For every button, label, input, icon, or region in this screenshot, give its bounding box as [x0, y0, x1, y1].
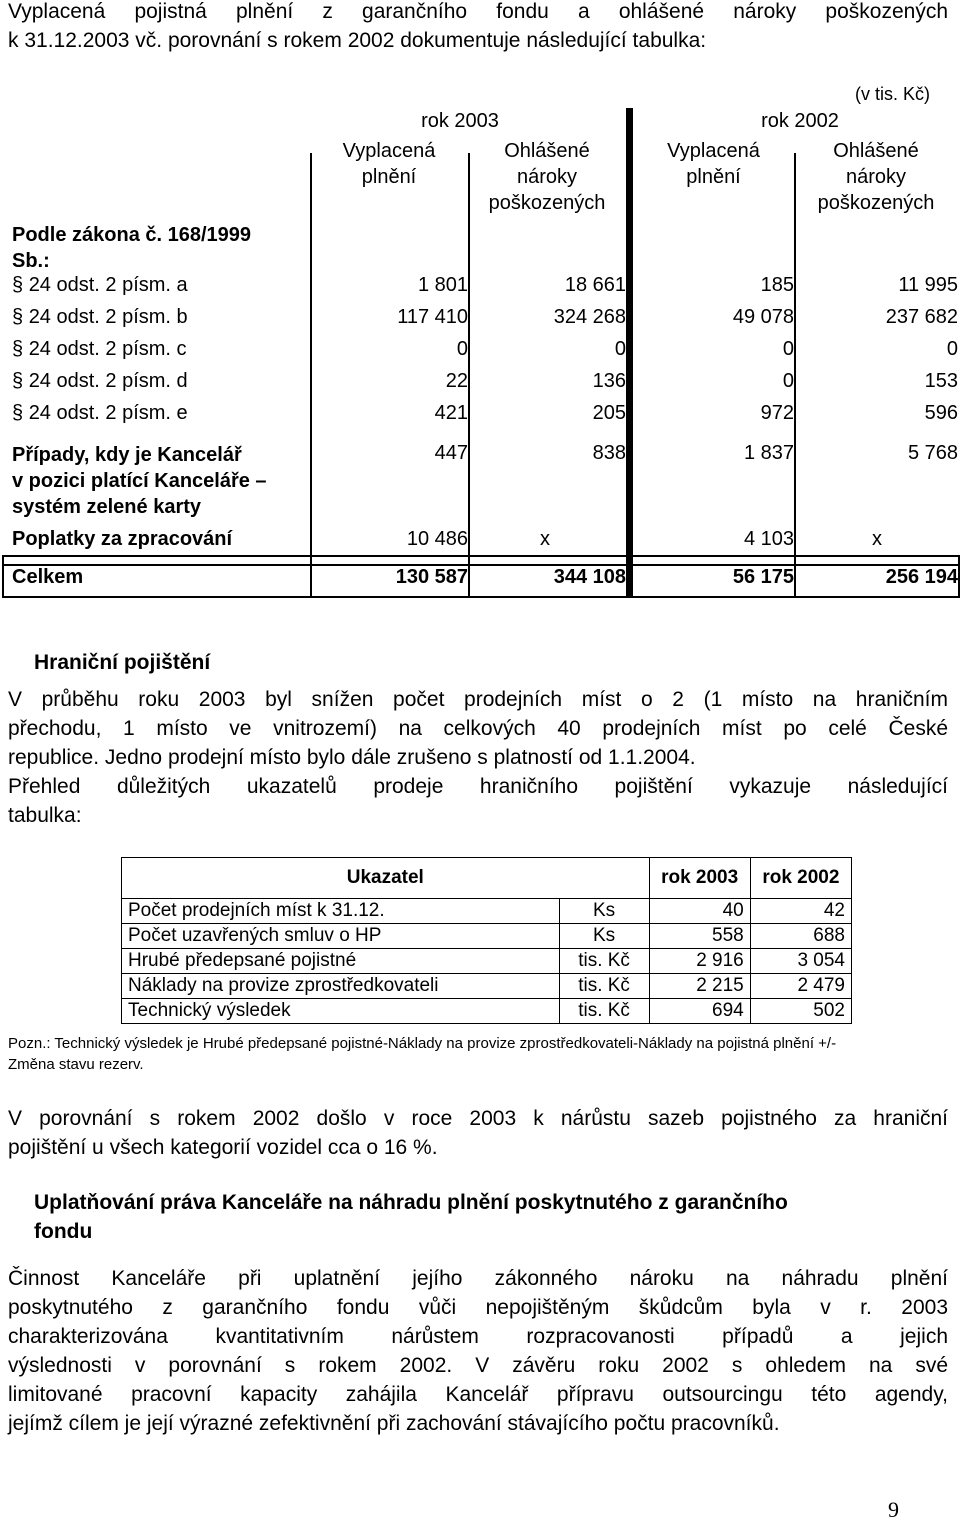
- hline-fees-top: [2, 555, 960, 557]
- fees-c2002: x: [872, 528, 882, 550]
- total-label: Celkem: [12, 566, 84, 588]
- border-line-3: republice. Jedno prodejní místo bylo dále zrušeno s platností od 1.1.2004.: [8, 746, 696, 769]
- table-row: [122, 949, 852, 974]
- paid-2002-header: Vyplacená plnění: [667, 140, 760, 188]
- border-insurance-heading: Hraniční pojištění: [34, 651, 211, 674]
- border-line-5: tabulka:: [8, 804, 82, 827]
- section-sign-icon: §: [12, 338, 29, 360]
- intro-paragraph: [8, 0, 948, 55]
- cases-c2003: 838: [592, 442, 626, 464]
- cases-c2002: 5 768: [907, 442, 958, 464]
- cell-unit: tis. Kč: [559, 949, 649, 974]
- law-row-v2002: 0: [782, 370, 794, 392]
- comparison-line-1: V porovnání s rokem 2002 došlo v roce 2003 k nárůstu sazeb pojistného za hraniční: [8, 1107, 948, 1130]
- recourse-line-2: poskytnutého z garančního fondu vůči nepojištěným škůdcům byla v r. 2003: [8, 1296, 948, 1319]
- comparison-line-2: pojištění u všech kategorií vozidel cca o 16 %.: [8, 1136, 438, 1159]
- cell-y2003: 2 916: [649, 949, 750, 974]
- cell-name: Náklady na provize zprostředkovateli: [122, 974, 560, 999]
- law-row-c2002: 0: [946, 338, 958, 360]
- law-row-c2003: 0: [614, 338, 626, 360]
- claims-2003-header: Ohlášené nároky poškozených: [488, 140, 606, 214]
- table-note: [8, 1033, 953, 1075]
- cell-y2003: 694: [649, 999, 750, 1024]
- vline-left: [2, 555, 4, 598]
- comparison-paragraph: [8, 1104, 948, 1162]
- table-row: [122, 924, 852, 949]
- recourse-line-4: výslednosti v porovnání s rokem 2002. V závěru roku 2002 s ohledem na své: [8, 1354, 948, 1377]
- section-sign-icon: §: [12, 370, 29, 392]
- guarantee-fund-table: [10, 84, 960, 598]
- table-row: [122, 899, 852, 924]
- cell-unit: Ks: [559, 899, 649, 924]
- total-c2003: 344 108: [553, 566, 626, 588]
- border-insurance-table: [121, 857, 852, 1024]
- cell-y2002: 42: [750, 899, 851, 924]
- cell-y2003: 2 215: [649, 974, 750, 999]
- cell-y2002: 688: [750, 924, 851, 949]
- border-line-4: Přehled důležitých ukazatelů prodeje hraničního pojištění vykazuje následující: [8, 775, 948, 798]
- table-row: [122, 999, 852, 1024]
- law-row-c2002: 11 995: [898, 274, 958, 296]
- intro-line-1: Vyplacená pojistná plnění z garančního fondu a ohlášené nároky poškozených: [8, 0, 948, 23]
- vline-right: [958, 555, 960, 598]
- cell-y2003: 40: [649, 899, 750, 924]
- intro-line-2: k 31.12.2003 vč. porovnání s rokem 2002 dokumentuje následující tabulka:: [8, 29, 707, 52]
- law-row-c2003: 18 661: [564, 274, 626, 296]
- law-row-v2002: 49 078: [732, 306, 794, 328]
- cell-name: Technický výsledek: [122, 999, 560, 1024]
- total-c2002: 256 194: [885, 566, 958, 588]
- header-indicator: Ukazatel: [122, 858, 650, 899]
- section-label: Podle zákona č. 168/1999 Sb.:: [12, 224, 252, 272]
- law-row-label: § 24 odst. 2 písm. a: [12, 274, 188, 296]
- law-row-label: § 24 odst. 2 písm. e: [12, 402, 188, 424]
- law-row-v2002: 972: [760, 402, 794, 424]
- section-sign-icon: §: [12, 274, 29, 296]
- cell-y2002: 2 479: [750, 974, 851, 999]
- border-line-2: přechodu, 1 místo ve vnitrozemí) na celkových 40 prodejních míst po celé České: [8, 717, 948, 740]
- law-row-v2003: 117 410: [397, 306, 468, 328]
- recourse-line-3: charakterizována kvantitativním nárůstem rozpracovanosti případů a jejich: [8, 1325, 948, 1348]
- border-paragraph: [8, 685, 948, 830]
- hline-total-bottom: [2, 596, 960, 598]
- year-2002-header: rok 2002: [761, 110, 839, 132]
- law-row-c2003: 136: [592, 370, 626, 392]
- year-divider: [626, 108, 633, 597]
- cell-unit: tis. Kč: [559, 999, 649, 1024]
- law-row-label: § 24 odst. 2 písm. c: [12, 338, 187, 360]
- border-line-1: V průběhu roku 2003 byl snížen počet prodejních míst o 2 (1 místo na hraničním: [8, 688, 948, 711]
- law-row-v2003: 421: [434, 402, 468, 424]
- cell-y2002: 3 054: [750, 949, 851, 974]
- recourse-heading: Uplatňování práva Kanceláře na náhradu plnění poskytnutého z garančního fondu: [34, 1191, 788, 1243]
- cell-unit: tis. Kč: [559, 974, 649, 999]
- law-row-label: § 24 odst. 2 písm. d: [12, 370, 188, 392]
- cases-v2002: 1 837: [743, 442, 794, 464]
- fees-label: Poplatky za zpracování: [12, 528, 233, 550]
- note-line-2: Změna stavu rezerv.: [8, 1056, 144, 1073]
- fees-c2003: x: [540, 528, 550, 550]
- recourse-paragraph: [8, 1264, 948, 1438]
- claims-2002-header: Ohlášené nároky poškozených: [817, 140, 935, 214]
- recourse-line-6: jejímž cílem je její výrazné zefektivnění při zachování stávajícího počtu pracovníků.: [8, 1412, 780, 1435]
- fees-v2003: 10 486: [406, 528, 468, 550]
- cell-y2002: 502: [750, 999, 851, 1024]
- cases-label: Případy, kdy je Kancelář v pozici platící Kanceláře – systém zelené karty: [12, 444, 267, 518]
- law-row-c2003: 324 268: [553, 306, 626, 328]
- fees-v2002: 4 103: [743, 528, 794, 550]
- section-sign-icon: §: [12, 402, 29, 424]
- law-row-c2003: 205: [592, 402, 626, 424]
- cell-y2003: 558: [649, 924, 750, 949]
- law-row-v2003: 1 801: [417, 274, 468, 296]
- cell-name: Počet prodejních míst k 31.12.: [122, 899, 560, 924]
- table-row: [122, 974, 852, 999]
- law-row-v2003: 22: [445, 370, 468, 392]
- recourse-line-5: limitované pracovní kapacity zahájila Kancelář přípravu outsourcingu této agendy,: [8, 1383, 948, 1406]
- law-row-c2002: 237 682: [885, 306, 958, 328]
- total-v2003: 130 587: [395, 566, 468, 588]
- year-2003-header: rok 2003: [421, 110, 499, 132]
- section-sign-icon: §: [12, 306, 29, 328]
- recourse-line-1: Činnost Kanceláře při uplatnění jejího zákonného nároku na náhradu plnění: [8, 1267, 948, 1290]
- law-row-v2003: 0: [456, 338, 468, 360]
- cell-name: Počet uzavřených smluv o HP: [122, 924, 560, 949]
- cell-unit: Ks: [559, 924, 649, 949]
- header-2003: rok 2003: [649, 858, 750, 899]
- cases-v2003: 447: [434, 442, 468, 464]
- total-v2002: 56 175: [732, 566, 794, 588]
- law-row-v2002: 185: [760, 274, 794, 296]
- note-line-1: Pozn.: Technický výsledek je Hrubé předepsané pojistné-Náklady na provize zprostředkovateli-Náklady na pojistná plnění +/-: [8, 1035, 837, 1052]
- unit-label: (v tis. Kč): [855, 84, 930, 104]
- law-row-label: § 24 odst. 2 písm. b: [12, 306, 188, 328]
- paid-2003-header: Vyplacená plnění: [342, 140, 436, 188]
- law-row-c2002: 153: [924, 370, 958, 392]
- page-number: 9: [888, 1497, 899, 1522]
- cell-name: Hrubé předepsané pojistné: [122, 949, 560, 974]
- header-2002: rok 2002: [750, 858, 851, 899]
- law-row-c2002: 596: [924, 402, 958, 424]
- law-row-v2002: 0: [782, 338, 794, 360]
